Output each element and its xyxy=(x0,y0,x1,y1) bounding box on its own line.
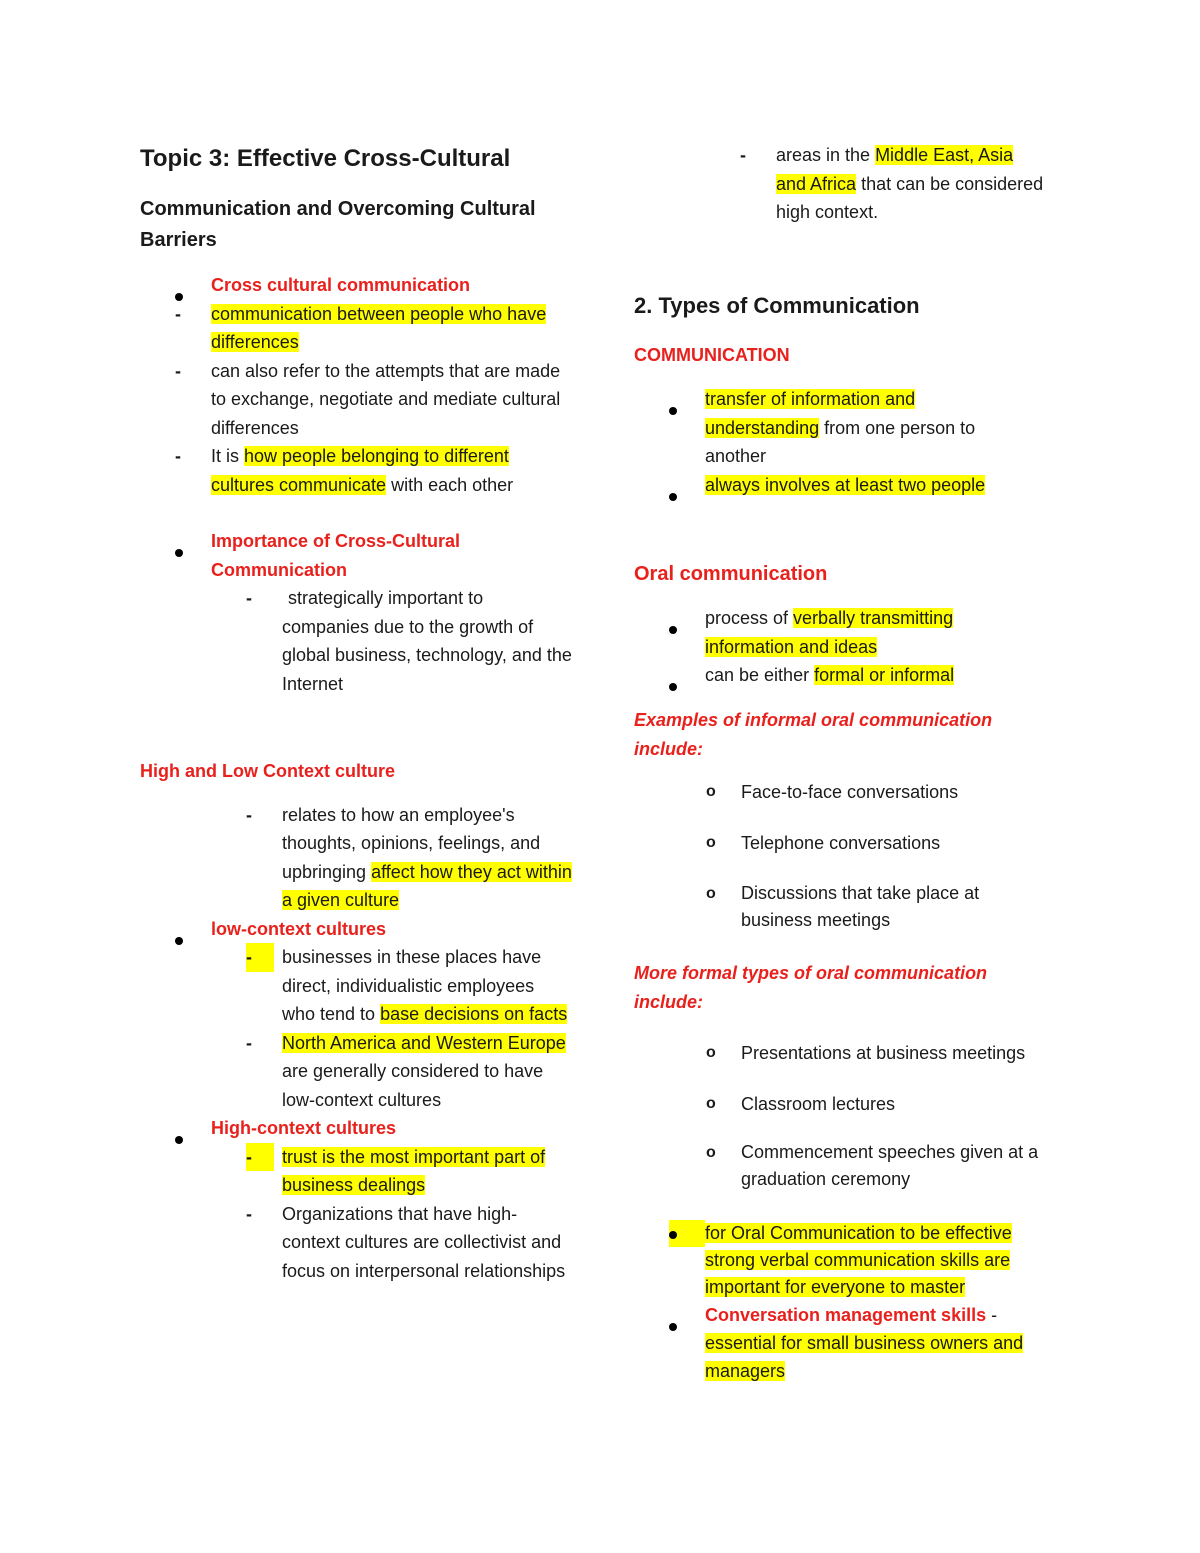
high-context-item-2: Organizations that have high-context cultures are collectivist and focus on interpersonal relationships xyxy=(282,1203,566,1281)
dash-marker: - xyxy=(175,360,181,381)
communication-list xyxy=(634,385,1074,499)
bullet-icon xyxy=(175,549,183,557)
communication-heading: COMMUNICATION xyxy=(634,345,790,365)
bullet-icon xyxy=(669,1231,677,1239)
importance-item-1: strategically important to companies due to the growth of global business, technology, and the Internet xyxy=(282,588,572,694)
circle-bullet: o xyxy=(706,1144,716,1161)
context-heading: High and Low Context culture xyxy=(140,761,395,781)
formal-item-1: Presentations at business meetings xyxy=(741,1043,1026,1063)
formal-item-2: Classroom lectures xyxy=(741,1094,896,1114)
dash-marker: - xyxy=(175,303,181,324)
circle-bullet: o xyxy=(706,834,716,851)
informal-item-3: Discussions that take place at business meetings xyxy=(741,883,980,930)
dash-marker: - xyxy=(175,446,181,466)
importance-section xyxy=(140,527,580,698)
dash-marker: - xyxy=(246,1143,274,1172)
dash-marker: - xyxy=(246,1203,252,1224)
high-context-item-1: trust is the most important part of business dealings xyxy=(282,1146,546,1195)
formal-list xyxy=(634,1039,1074,1193)
page-title: Topic 3: Effective Cross-Cultural xyxy=(140,145,511,172)
formal-item-3: Commencement speeches given at a graduation ceremony xyxy=(741,1142,1039,1189)
low-context-item-2: North America and Western Europe are generally considered to have low-context cultures xyxy=(282,1032,566,1110)
bullet-icon xyxy=(669,407,677,415)
bullet-icon xyxy=(669,493,677,501)
conversation-item: Conversation management skills - essential for small business owners and managers xyxy=(705,1305,1024,1381)
bullet-icon xyxy=(669,1323,677,1331)
informal-item-2: Telephone conversations xyxy=(741,833,941,853)
cross-cultural-section xyxy=(140,271,580,499)
communication-item-1: transfer of information and understanding from one person to another xyxy=(705,389,976,466)
dash-marker: - xyxy=(246,588,252,608)
types-title: 2. Types of Communication xyxy=(634,293,920,318)
bullet-icon xyxy=(669,626,677,634)
cross-cultural-item-1: communication between people who have differences xyxy=(211,303,547,352)
oral-item-1: process of verbally transmitting information and ideas xyxy=(705,608,954,657)
circle-bullet: o xyxy=(706,1095,716,1112)
circle-bullet: o xyxy=(706,885,716,902)
context-item-1: relates to how an employee's thoughts, opinions, feelings, and upbringing affect how they act within a given culture xyxy=(282,804,572,910)
oral-item-2: can be either formal or informal xyxy=(705,665,955,685)
dash-marker: - xyxy=(246,804,252,825)
high-context-heading: High-context cultures xyxy=(211,1118,397,1138)
informal-list xyxy=(634,778,1074,934)
cross-cultural-heading: Cross cultural communication xyxy=(211,275,471,295)
circle-bullet: o xyxy=(706,1044,716,1061)
oral-list xyxy=(634,604,1074,690)
dash-marker: - xyxy=(246,1032,252,1053)
oral-heading: Oral communication xyxy=(634,563,828,585)
dash-marker: - xyxy=(740,145,746,165)
cross-cultural-item-3: It is how people belonging to different cultures communicate with each other xyxy=(211,446,514,495)
importance-heading: Importance of Cross-Cultural Communication xyxy=(211,531,461,580)
circle-bullet: o xyxy=(706,783,716,800)
low-context-heading: low-context cultures xyxy=(211,918,387,939)
effective-item: for Oral Communication to be effective strong verbal communication skills are important for everyone to master xyxy=(705,1223,1012,1297)
context-section xyxy=(140,757,580,1285)
formal-heading: More formal types of oral communication include: xyxy=(634,963,988,1012)
informal-item-1: Face-to-face conversations xyxy=(741,782,959,802)
continued-item: - areas in the Middle East, Asia and Africa that can be considered high context. xyxy=(634,141,1074,227)
bullet-icon xyxy=(669,683,677,691)
communication-item-2: always involves at least two people xyxy=(705,474,986,495)
effective-list xyxy=(634,1220,1074,1385)
low-context-item-1: businesses in these places have direct, individualistic employees who tend to base decisions on facts xyxy=(282,947,568,1024)
page-subtitle: Communication and Overcoming Cultural Barriers xyxy=(140,198,536,251)
cross-cultural-item-2: can also refer to the attempts that are made to exchange, negotiate and mediate cultural differences xyxy=(211,360,561,438)
informal-heading: Examples of informal oral communication include: xyxy=(634,710,993,759)
dash-marker: - xyxy=(246,943,274,972)
